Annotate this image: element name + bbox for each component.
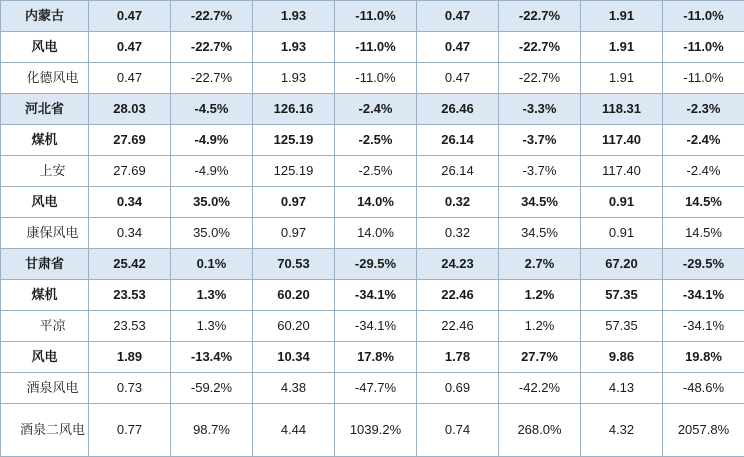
row-label: 酒泉风电 (1, 373, 89, 404)
cell-v3: 22.46 (417, 311, 499, 342)
cell-v3: 26.14 (417, 125, 499, 156)
cell-v3: 26.14 (417, 156, 499, 187)
cell-p3: -3.7% (499, 125, 581, 156)
cell-p3: -22.7% (499, 1, 581, 32)
cell-v4: 67.20 (581, 249, 663, 280)
row-label: 甘肃省 (1, 249, 89, 280)
cell-p4: 14.5% (663, 187, 744, 218)
row-label: 内蒙古 (1, 1, 89, 32)
row-label: 风电 (1, 187, 89, 218)
cell-v1: 28.03 (89, 94, 171, 125)
cell-v4: 4.32 (581, 404, 663, 457)
cell-p2: -11.0% (335, 1, 417, 32)
cell-v2: 126.16 (253, 94, 335, 125)
cell-p1: -22.7% (171, 1, 253, 32)
row-label: 化德风电 (1, 63, 89, 94)
table-row (1, 373, 744, 404)
cell-v1: 0.73 (89, 373, 171, 404)
row-label: 风电 (1, 342, 89, 373)
cell-v1: 23.53 (89, 311, 171, 342)
cell-p4: 19.8% (663, 342, 744, 373)
cell-v1: 1.89 (89, 342, 171, 373)
cell-p3: 268.0% (499, 404, 581, 457)
cell-v3: 0.47 (417, 1, 499, 32)
cell-v2: 10.34 (253, 342, 335, 373)
cell-v1: 27.69 (89, 156, 171, 187)
row-label: 上安 (1, 156, 89, 187)
cell-v3: 0.32 (417, 187, 499, 218)
cell-v3: 22.46 (417, 280, 499, 311)
cell-v4: 1.91 (581, 32, 663, 63)
cell-p3: -22.7% (499, 32, 581, 63)
cell-v1: 25.42 (89, 249, 171, 280)
cell-v4: 9.86 (581, 342, 663, 373)
cell-p4: -29.5% (663, 249, 744, 280)
cell-p4: -48.6% (663, 373, 744, 404)
cell-p4: -2.4% (663, 125, 744, 156)
table-row (1, 404, 744, 457)
cell-p2: 14.0% (335, 218, 417, 249)
cell-p1: 0.1% (171, 249, 253, 280)
cell-p2: -2.4% (335, 94, 417, 125)
cell-p3: -3.7% (499, 156, 581, 187)
cell-v2: 1.93 (253, 1, 335, 32)
cell-p3: 27.7% (499, 342, 581, 373)
table-row (1, 1, 744, 32)
cell-p2: -2.5% (335, 125, 417, 156)
cell-p4: -11.0% (663, 63, 744, 94)
row-label: 风电 (1, 32, 89, 63)
cell-v4: 117.40 (581, 156, 663, 187)
cell-p1: -4.9% (171, 156, 253, 187)
cell-p1: -4.5% (171, 94, 253, 125)
row-label: 康保风电 (1, 218, 89, 249)
cell-p3: -3.3% (499, 94, 581, 125)
cell-v3: 0.69 (417, 373, 499, 404)
row-label: 煤机 (1, 125, 89, 156)
table-row (1, 342, 744, 373)
cell-p1: 1.3% (171, 311, 253, 342)
cell-p2: -11.0% (335, 32, 417, 63)
cell-v1: 0.47 (89, 63, 171, 94)
cell-p1: -13.4% (171, 342, 253, 373)
cell-v4: 118.31 (581, 94, 663, 125)
cell-p4: -2.4% (663, 156, 744, 187)
cell-p4: -34.1% (663, 280, 744, 311)
cell-p1: 35.0% (171, 218, 253, 249)
row-label: 煤机 (1, 280, 89, 311)
table-row (1, 280, 744, 311)
cell-v1: 0.34 (89, 187, 171, 218)
cell-p1: 1.3% (171, 280, 253, 311)
table-row (1, 125, 744, 156)
cell-v3: 0.47 (417, 63, 499, 94)
table-row (1, 156, 744, 187)
cell-v3: 24.23 (417, 249, 499, 280)
cell-v2: 60.20 (253, 311, 335, 342)
cell-p3: 34.5% (499, 218, 581, 249)
cell-v2: 60.20 (253, 280, 335, 311)
table-row (1, 218, 744, 249)
cell-v1: 0.47 (89, 32, 171, 63)
cell-v3: 0.32 (417, 218, 499, 249)
cell-v4: 1.91 (581, 1, 663, 32)
cell-v2: 70.53 (253, 249, 335, 280)
cell-v1: 0.34 (89, 218, 171, 249)
row-label: 平凉 (1, 311, 89, 342)
cell-v3: 26.46 (417, 94, 499, 125)
cell-p1: -4.9% (171, 125, 253, 156)
cell-v3: 1.78 (417, 342, 499, 373)
row-label: 酒泉二风电 (1, 404, 89, 457)
table-row (1, 311, 744, 342)
cell-v2: 125.19 (253, 125, 335, 156)
cell-v1: 23.53 (89, 280, 171, 311)
cell-v2: 0.97 (253, 218, 335, 249)
cell-p3: 34.5% (499, 187, 581, 218)
table-row (1, 63, 744, 94)
cell-p2: -11.0% (335, 63, 417, 94)
cell-p2: -34.1% (335, 311, 417, 342)
cell-p2: -2.5% (335, 156, 417, 187)
cell-p2: -29.5% (335, 249, 417, 280)
cell-v4: 4.13 (581, 373, 663, 404)
cell-v2: 125.19 (253, 156, 335, 187)
cell-p4: 2057.8% (663, 404, 744, 457)
cell-v2: 4.38 (253, 373, 335, 404)
cell-v2: 0.97 (253, 187, 335, 218)
cell-v4: 0.91 (581, 187, 663, 218)
table-row (1, 187, 744, 218)
cell-v2: 1.93 (253, 32, 335, 63)
table-body (1, 1, 744, 457)
cell-p1: 98.7% (171, 404, 253, 457)
cell-p1: -22.7% (171, 32, 253, 63)
cell-p1: 35.0% (171, 187, 253, 218)
row-label: 河北省 (1, 94, 89, 125)
cell-p4: -11.0% (663, 32, 744, 63)
cell-p3: 1.2% (499, 311, 581, 342)
cell-p4: 14.5% (663, 218, 744, 249)
cell-v2: 1.93 (253, 63, 335, 94)
table-row (1, 32, 744, 63)
cell-v4: 57.35 (581, 311, 663, 342)
cell-v1: 0.47 (89, 1, 171, 32)
cell-p2: 14.0% (335, 187, 417, 218)
cell-v4: 117.40 (581, 125, 663, 156)
cell-v1: 0.77 (89, 404, 171, 457)
cell-p4: -2.3% (663, 94, 744, 125)
cell-p2: 1039.2% (335, 404, 417, 457)
cell-v4: 0.91 (581, 218, 663, 249)
table-row (1, 249, 744, 280)
cell-p2: -47.7% (335, 373, 417, 404)
cell-p3: -42.2% (499, 373, 581, 404)
cell-v2: 4.44 (253, 404, 335, 457)
cell-p2: -34.1% (335, 280, 417, 311)
cell-p2: 17.8% (335, 342, 417, 373)
cell-p1: -22.7% (171, 63, 253, 94)
cell-p1: -59.2% (171, 373, 253, 404)
cell-p3: -22.7% (499, 63, 581, 94)
cell-v3: 0.47 (417, 32, 499, 63)
cell-v1: 27.69 (89, 125, 171, 156)
cell-v4: 1.91 (581, 63, 663, 94)
cell-p4: -11.0% (663, 1, 744, 32)
cell-p4: -34.1% (663, 311, 744, 342)
cell-p3: 1.2% (499, 280, 581, 311)
cell-p3: 2.7% (499, 249, 581, 280)
table-row (1, 94, 744, 125)
cell-v3: 0.74 (417, 404, 499, 457)
cell-v4: 57.35 (581, 280, 663, 311)
